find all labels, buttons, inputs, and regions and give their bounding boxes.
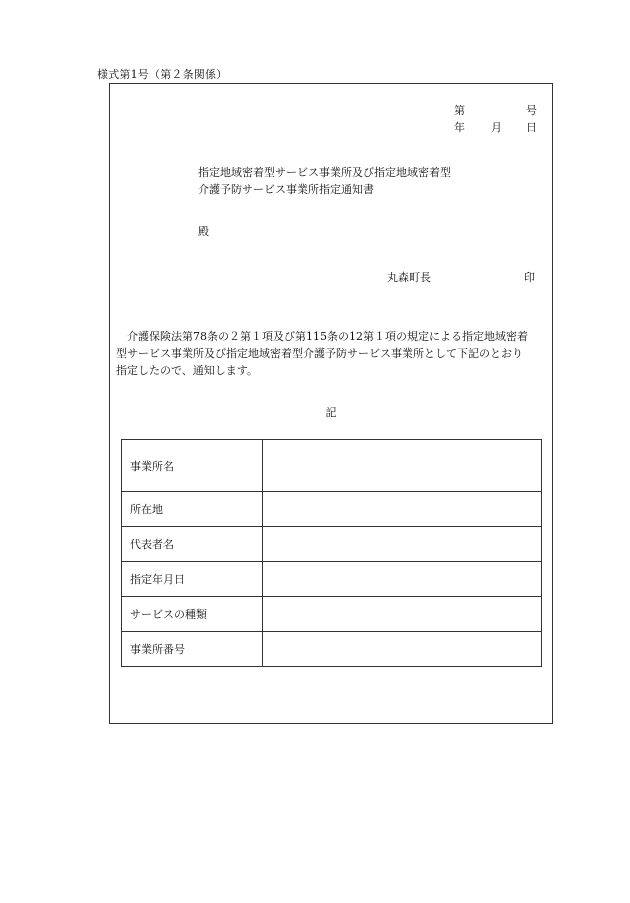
date-day: 日 — [526, 121, 537, 134]
row-label-address: 所在地 — [122, 492, 263, 527]
date-year: 年 — [454, 121, 465, 134]
row-label-office-number: 事業所番号 — [122, 632, 263, 667]
number-prefix: 第 — [454, 104, 465, 117]
table-row — [122, 597, 542, 632]
body-line-1: 介護保険法第78条の２第１項及び第115条の12第１項の規定による指定地域密着 — [116, 330, 528, 343]
addressee-suffix: 殿 — [198, 225, 209, 238]
title-line-2: 介護予防サービス事業所指定通知書 — [198, 183, 374, 196]
row-label-office-name: 事業所名 — [122, 440, 263, 492]
table-row — [122, 632, 542, 667]
notice-body — [116, 328, 552, 379]
row-value-service-type — [263, 597, 542, 632]
document-title — [198, 164, 451, 198]
form-number-label: 様式第1号（第２条関係） — [97, 68, 228, 81]
note-heading: 記 — [325, 406, 337, 419]
notice-frame — [109, 83, 553, 724]
row-label-designation-date: 指定年月日 — [122, 562, 263, 597]
seal-mark: 印 — [524, 271, 535, 284]
row-value-representative — [263, 527, 542, 562]
title-line-1: 指定地域密着型サービス事業所及び指定地域密着型 — [198, 166, 451, 179]
row-value-designation-date — [263, 562, 542, 597]
row-label-service-type: サービスの種類 — [122, 597, 263, 632]
issuer-name: 丸森町長 — [387, 271, 431, 284]
date-month: 月 — [491, 121, 502, 134]
table-row — [122, 440, 542, 492]
body-line-2: 型サービス事業所及び指定地域密着型介護予防サービス事業所として下記のとおり — [116, 347, 523, 360]
row-value-office-name — [263, 440, 542, 492]
table-row — [122, 492, 542, 527]
row-value-address — [263, 492, 542, 527]
number-suffix: 号 — [526, 104, 537, 117]
details-table — [121, 439, 542, 667]
row-label-representative: 代表者名 — [122, 527, 263, 562]
table-row — [122, 527, 542, 562]
table-row — [122, 562, 542, 597]
row-value-office-number — [263, 632, 542, 667]
body-line-3: 指定したので、通知します。 — [116, 364, 258, 377]
